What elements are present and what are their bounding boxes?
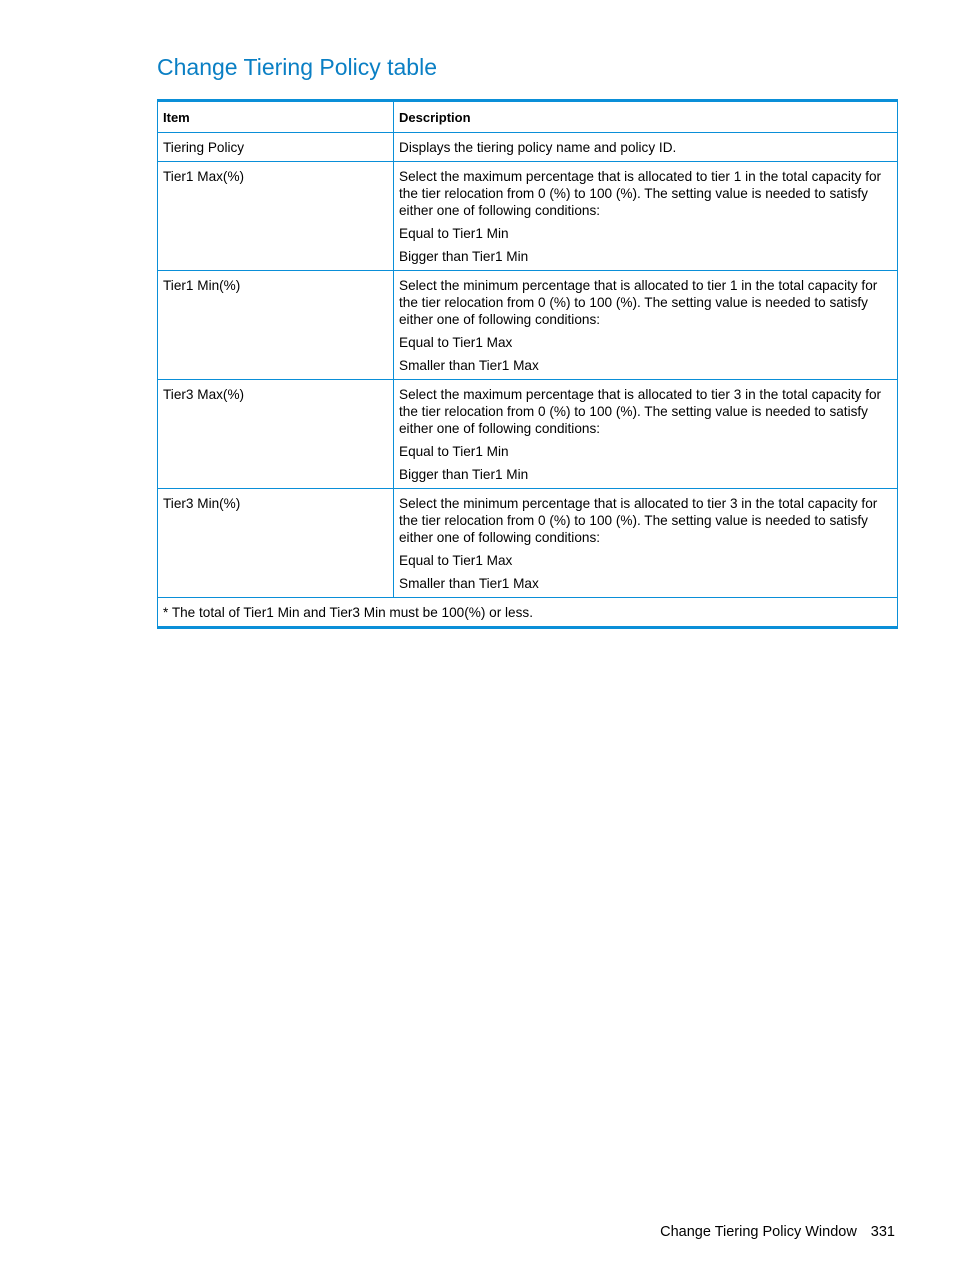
table-header-row <box>158 101 898 133</box>
footer-section-title: Change Tiering Policy Window <box>660 1224 857 1240</box>
row-description-text: Select the minimum percentage that is allocated to tier 1 in the total capacity for the tier relocation from 0 (%) to 100 (%). The setting value is needed to satisfy either one of following conditions: <box>399 278 878 327</box>
row-description-cell <box>394 162 898 271</box>
row-description-cell <box>394 271 898 380</box>
row-condition: Equal to Tier1 Min <box>399 226 509 241</box>
tiering-policy-table <box>157 99 898 629</box>
row-item-cell: Tier3 Max(%) <box>158 380 394 489</box>
row-description-cell <box>394 133 898 162</box>
row-item-cell: Tiering Policy <box>158 133 394 162</box>
table-row <box>158 271 898 380</box>
table-note: * The total of Tier1 Min and Tier3 Min must be 100(%) or less. <box>158 598 898 628</box>
row-description-text: Select the maximum percentage that is allocated to tier 3 in the total capacity for the tier relocation from 0 (%) to 100 (%). The setting value is needed to satisfy either one of following conditions: <box>399 387 882 436</box>
table-row <box>158 380 898 489</box>
row-condition: Equal to Tier1 Max <box>399 553 513 568</box>
column-header-description: Description <box>394 101 898 133</box>
row-condition: Smaller than Tier1 Max <box>399 358 539 373</box>
page-footer <box>660 1222 895 1242</box>
row-item-cell: Tier1 Min(%) <box>158 271 394 380</box>
row-condition: Bigger than Tier1 Min <box>399 249 529 264</box>
row-condition: Equal to Tier1 Max <box>399 335 513 350</box>
row-description-text: Displays the tiering policy name and policy ID. <box>399 140 677 155</box>
row-description-cell <box>394 489 898 598</box>
row-item-cell: Tier1 Max(%) <box>158 162 394 271</box>
row-description-cell <box>394 380 898 489</box>
row-condition: Bigger than Tier1 Min <box>399 467 529 482</box>
row-description-text: Select the minimum percentage that is allocated to tier 3 in the total capacity for the tier relocation from 0 (%) to 100 (%). The setting value is needed to satisfy either one of following conditions: <box>399 496 878 545</box>
table-row <box>158 489 898 598</box>
row-item-cell: Tier3 Min(%) <box>158 489 394 598</box>
table-note-row <box>158 598 898 628</box>
row-description-text: Select the maximum percentage that is allocated to tier 1 in the total capacity for the tier relocation from 0 (%) to 100 (%). The setting value is needed to satisfy either one of following conditions: <box>399 169 882 218</box>
column-header-item: Item <box>158 101 394 133</box>
row-condition: Smaller than Tier1 Max <box>399 576 539 591</box>
table-row <box>158 133 898 162</box>
page-title: Change Tiering Policy table <box>157 54 437 80</box>
page-number: 331 <box>870 1224 895 1240</box>
row-condition: Equal to Tier1 Min <box>399 444 509 459</box>
table-row <box>158 162 898 271</box>
